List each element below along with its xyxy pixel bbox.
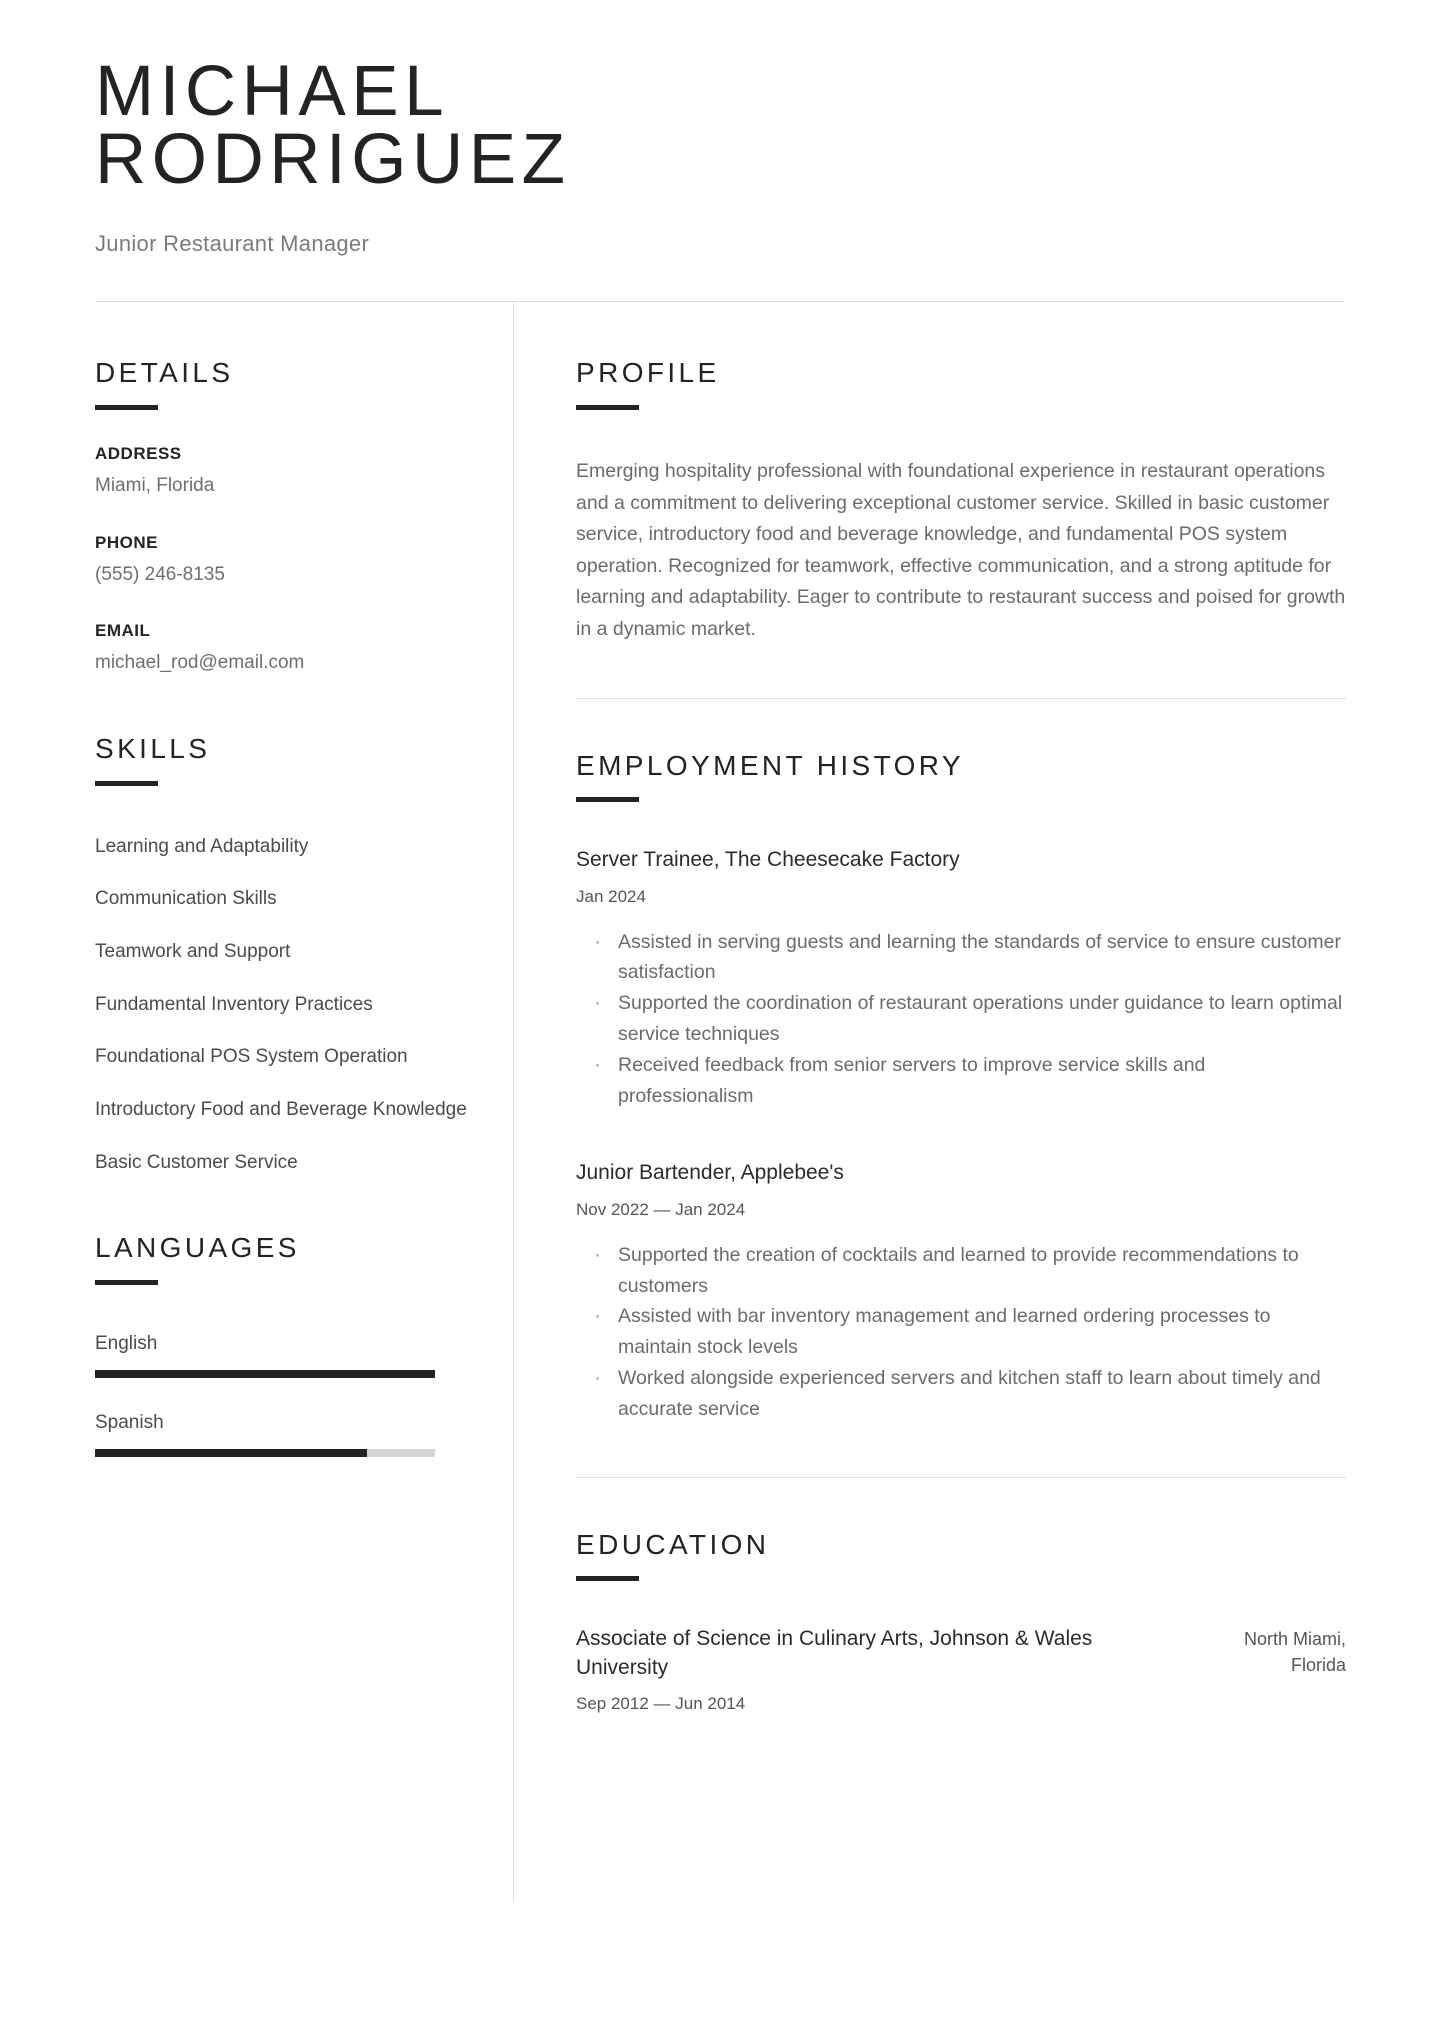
- section-accent-skills: [95, 781, 158, 786]
- employment-dates: Jan 2024: [576, 886, 646, 906]
- skill-item: Introductory Food and Beverage Knowledge: [95, 1099, 467, 1121]
- skill-item: Teamwork and Support: [95, 941, 291, 963]
- language-level-track: [95, 1449, 435, 1457]
- resume-body: [95, 302, 1345, 1902]
- section-accent-details: [95, 405, 158, 410]
- detail-label-address: ADDRESS: [95, 444, 182, 464]
- employment-entry: [576, 846, 1346, 1111]
- employment-role: Junior Bartender, Applebee's: [576, 1161, 844, 1185]
- section-accent-education: [576, 1576, 639, 1581]
- employment-bullet: · Supported the coordination of restaurant operations under guidance to learn optimal service techniques: [618, 988, 1346, 1050]
- employment-bullet: · Received feedback from senior servers to improve service skills and professionalism: [618, 1050, 1346, 1112]
- detail-value-phone: (555) 246-8135: [95, 563, 225, 585]
- employment-bullets: [576, 1240, 1346, 1425]
- language-level-fill: [95, 1449, 367, 1457]
- education-degree: Associate of Science in Culinary Arts, Johnson & Wales University: [576, 1627, 1093, 1679]
- employment-role: Server Trainee, The Cheesecake Factory: [576, 848, 960, 872]
- skills-list: [95, 834, 467, 1175]
- section-skills: [95, 734, 467, 1175]
- language-name: Spanish: [95, 1412, 164, 1434]
- section-heading-profile: PROFILE: [576, 357, 720, 389]
- candidate-name: MICHAEL RODRIGUEZ: [95, 52, 571, 200]
- section-languages: [95, 1233, 467, 1457]
- detail-label-email: EMAIL: [95, 621, 151, 641]
- profile-employment-divider: [576, 698, 1346, 699]
- profile-text: Emerging hospitality professional with foundational experience in restaurant operations and a commitment to delivering exceptional customer service. Skilled in basic customer service, introductory food and beverage knowledge, and fundamental POS system operation. Recognized for teamwork, effective communication, and a strong aptitude for learning and adaptability. Eager to contribute to restaurant success and poised for growth in a dynamic market.: [576, 460, 1346, 640]
- language-name: English: [95, 1333, 158, 1355]
- employment-dates: Nov 2022 — Jan 2024: [576, 1199, 746, 1219]
- education-location: North Miami, Florida: [1243, 1629, 1346, 1675]
- skill-item: Fundamental Inventory Practices: [95, 993, 373, 1015]
- languages-list: [95, 1333, 467, 1457]
- section-heading-details: DETAILS: [95, 357, 234, 389]
- section-heading-education: EDUCATION: [576, 1528, 770, 1560]
- candidate-job-title: Junior Restaurant Manager: [95, 231, 370, 257]
- skill-item: Foundational POS System Operation: [95, 1046, 408, 1068]
- employment-entry: [576, 1159, 1346, 1424]
- main-column: [514, 302, 1346, 1902]
- section-details: [95, 358, 467, 676]
- employment-bullet: · Assisted with bar inventory management and learned ordering processes to maintain stock levels: [618, 1301, 1346, 1363]
- detail-label-phone: PHONE: [95, 532, 158, 552]
- education-dates: Sep 2012 — Jun 2014: [576, 1694, 746, 1714]
- employment-bullet: · Supported the creation of cocktails and learned to provide recommendations to customers: [618, 1240, 1346, 1302]
- employment-education-divider: [576, 1477, 1346, 1478]
- section-profile: [576, 358, 1346, 645]
- skill-item: Learning and Adaptability: [95, 835, 309, 857]
- language-item-spanish: [95, 1412, 467, 1457]
- section-accent-employment: [576, 797, 639, 802]
- education-main: [576, 1625, 1186, 1714]
- detail-phone: [95, 533, 467, 588]
- sidebar-column: [95, 302, 513, 1902]
- employment-bullets: [576, 927, 1346, 1112]
- section-education: [576, 1530, 1346, 1714]
- section-employment: [576, 751, 1346, 1425]
- detail-value-address: Miami, Florida: [95, 475, 215, 497]
- detail-email: [95, 621, 467, 676]
- section-accent-languages: [95, 1280, 158, 1285]
- education-entry: [576, 1625, 1346, 1714]
- detail-address: [95, 444, 467, 499]
- section-heading-languages: LANGUAGES: [95, 1232, 300, 1264]
- employment-bullet: · Worked alongside experienced servers and kitchen staff to learn about timely and accurate service: [618, 1363, 1346, 1425]
- section-heading-skills: SKILLS: [95, 733, 211, 765]
- resume-header: [95, 0, 1345, 302]
- language-level-track: [95, 1370, 435, 1378]
- section-accent-profile: [576, 405, 639, 410]
- employment-bullet: · Assisted in serving guests and learning the standards of service to ensure customer satisfaction: [618, 927, 1346, 989]
- language-item-english: [95, 1333, 467, 1378]
- detail-value-email: michael_rod@email.com: [95, 652, 305, 674]
- skill-item: Basic Customer Service: [95, 1151, 298, 1173]
- section-heading-employment: EMPLOYMENT HISTORY: [576, 749, 964, 781]
- skill-item: Communication Skills: [95, 888, 277, 910]
- language-level-fill: [95, 1370, 435, 1378]
